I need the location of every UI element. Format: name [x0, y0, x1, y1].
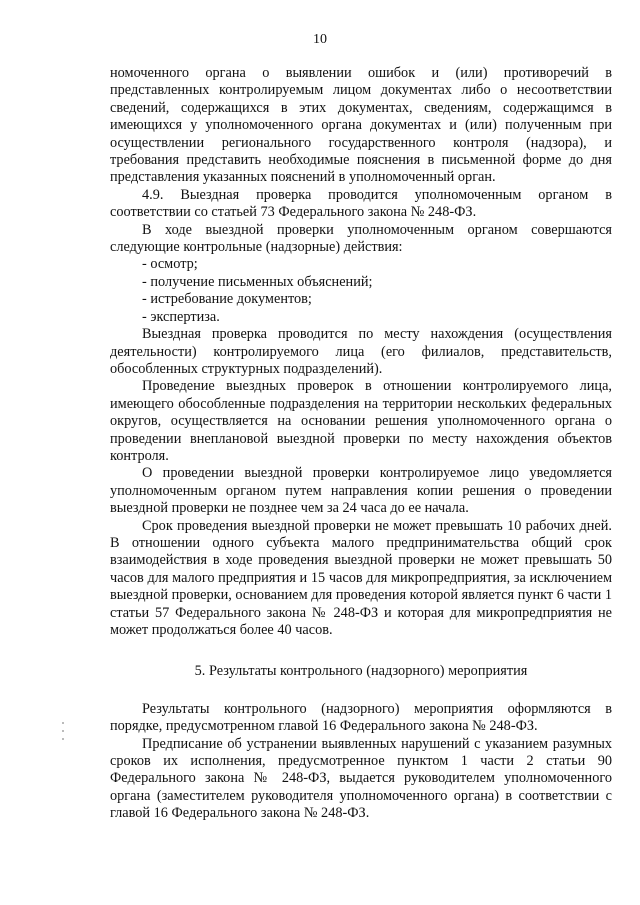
page-number: 10 — [313, 32, 327, 47]
paragraph-continuation: номоченного органа о выявлении ошибок и (или) противоречий в представленных контролируемым лицом документах либо о несоответствии сведений, содержащихся в этих документах, сведениям, содержащимся в имеющихся у уполномоченного органа документах и (или) полученным при осуществлении регионального государственного контроля (надзора), и требования представить необходимые пояснения в письменной форме до дня представления указанных пояснений в уполномоченный орган. — [110, 65, 612, 186]
paragraph-separate-divisions: Проведение выездных проверок в отношении контролируемого лица, имеющего обособленные подразделения на территории нескольких федеральных округов, осуществляется на основании решения уполномоченного органа о проведении внеплановой выездной проверки по месту нахождения объектов контроля. — [110, 378, 612, 464]
paragraph-duration: Срок проведения выездной проверки не может превышать 10 рабочих дней. В отношении одного субъекта малого предпринимательства общий срок взаимодействия в ходе проведения выездной проверки не может превышать 50 часов для малого предприятия и 15 часов для микропредприятия, за исключением выездной проверки, основанием для проведения которой является пункт 6 части 1 статьи 57 Федерального закона № 248-ФЗ и которая для микропредприятия не может продолжаться более 40 часов. — [110, 517, 612, 638]
control-actions-list — [110, 256, 612, 326]
paragraph-results: Результаты контрольного (надзорного) мероприятия оформляются в порядке, предусмотренном главой 16 Федерального закона № 248-ФЗ. — [110, 700, 612, 735]
list-item: - получение письменных объяснений; — [142, 273, 373, 290]
scan-mark — [62, 722, 64, 724]
scan-mark — [62, 738, 64, 740]
paragraph-notification: О проведении выездной проверки контролируемое лицо уведомляется уполномоченным органом путем направления копии решения о проведении выездной проверки не позднее чем за 24 часа до ее начала. — [110, 465, 612, 517]
document-body — [110, 65, 612, 823]
scan-mark — [62, 730, 64, 732]
list-item: - осмотр; — [142, 256, 198, 273]
paragraph-inspection-location: Выездная проверка проводится по месту нахождения (осуществления деятельности) контролируемого лица (его филиалов, представительств, обособленных структурных подразделений). — [110, 326, 612, 377]
list-item: - истребование документов; — [142, 291, 312, 308]
paragraph-control-actions-intro: В ходе выездной проверки уполномоченным органом совершаются следующие контрольные (надзорные) действия: — [110, 221, 612, 256]
section-heading: 5. Результаты контрольного (надзорного) мероприятия — [194, 663, 528, 680]
list-item: - экспертиза. — [142, 308, 220, 325]
paragraph-4-9: 4.9. Выездная проверка проводится уполномоченным органом в соответствии со статьей 73 Федерального закона № 248-ФЗ. — [110, 186, 612, 221]
paragraph-order: Предписание об устранении выявленных нарушений с указанием разумных сроков их исполнения, предусмотренное пунктом 1 части 2 статьи 90 Федерального закона № 248-ФЗ, выдается руководителем уполномоченного органа (заместителем руководителя уполномоченного органа) в соответствии с главой 16 Федерального закона № 248-ФЗ. — [110, 735, 612, 822]
